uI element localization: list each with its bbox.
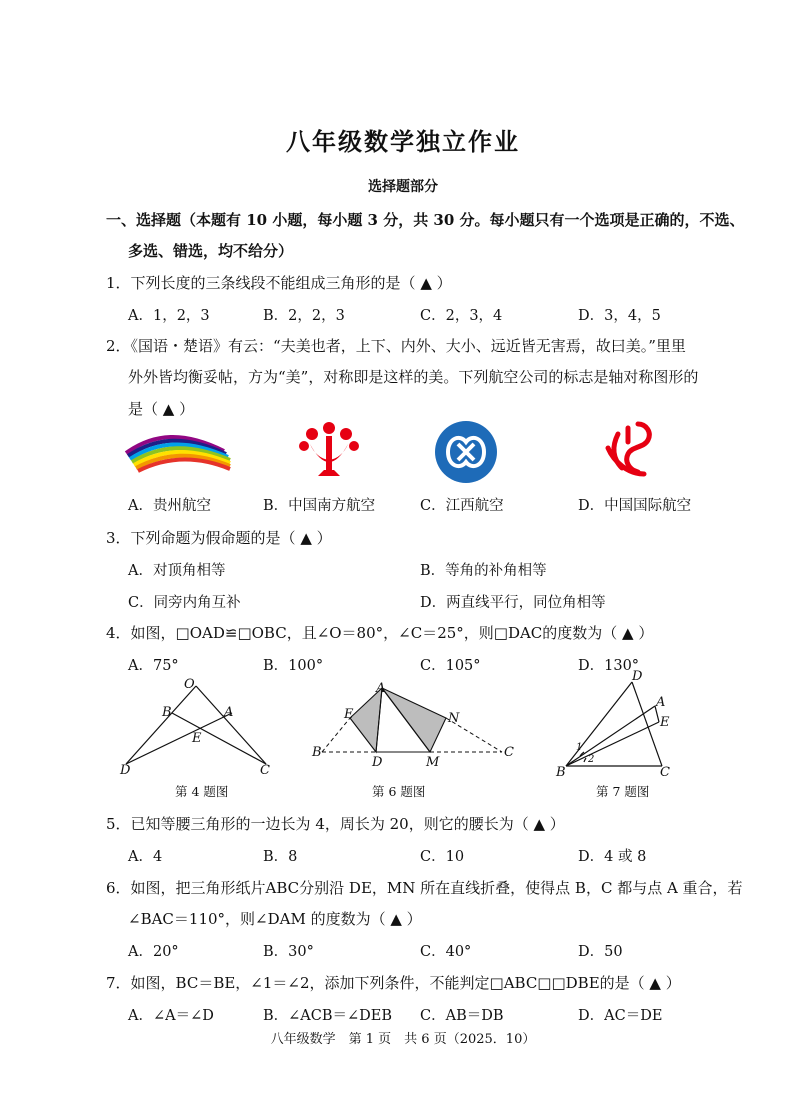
fig6-label-d: D bbox=[372, 755, 383, 770]
page-footer: 八年级数学 第 1 页 共 6 页（2025．10） bbox=[270, 1032, 536, 1047]
jiangxi-air-logo bbox=[434, 420, 498, 484]
question-5-stem: 5．已知等腰三角形的一边长为 4，周长为 20，则它的腰长为（ ▲ ） bbox=[106, 815, 565, 833]
q5-option-c: C．10 bbox=[420, 849, 465, 865]
fig6-label-c: C bbox=[504, 745, 514, 760]
question-3-stem: 3．下列命题为假命题的是（ ▲ ） bbox=[106, 529, 332, 547]
fig4-label-o: O bbox=[184, 677, 195, 692]
fig7-label-c: C bbox=[660, 765, 670, 778]
fig6-label-e: E bbox=[344, 707, 354, 722]
q7-option-a: A．∠A＝∠D bbox=[128, 1008, 214, 1024]
section-heading-line2: 多选、错选，均不给分） bbox=[128, 242, 294, 260]
q4-option-c: C．105° bbox=[420, 658, 481, 674]
figure-6-diagram bbox=[310, 680, 520, 772]
q1-option-d: D．3，4，5 bbox=[578, 308, 661, 324]
q7-option-c: C．AB＝DB bbox=[420, 1008, 504, 1024]
q3-option-c: C．同旁内角互补 bbox=[128, 595, 241, 611]
air-china-logo bbox=[598, 418, 660, 480]
fig4-label-e: E bbox=[192, 731, 202, 746]
q4-option-b: B．100° bbox=[263, 658, 324, 674]
fig4-label-c: C bbox=[260, 763, 270, 778]
q3-option-d: D．两直线平行，同位角相等 bbox=[420, 595, 606, 611]
fig6-label-b: B bbox=[312, 745, 322, 760]
q3-option-a: A．对顶角相等 bbox=[128, 563, 226, 579]
q2-option-c: C．江西航空 bbox=[420, 498, 504, 514]
q1-option-c: C．2，3，4 bbox=[420, 308, 503, 324]
question-2-line1: 2．《国语・楚语》有云：“夫美也者，上下、内外、大小、远近皆无害焉，故曰美。”里里 bbox=[106, 337, 686, 355]
question-1-stem: 1．下列长度的三条线段不能组成三角形的是（ ▲ ） bbox=[106, 274, 452, 292]
q6-option-c: C．40° bbox=[420, 944, 472, 960]
figure-7-caption: 第 7 题图 bbox=[596, 784, 650, 799]
question-4-stem: 4．如图，□OAD≌□OBC，且∠O＝80°，∠C＝25°，则□DAC的度数为（ ▲ ） bbox=[106, 624, 654, 642]
fig4-label-b: B bbox=[162, 705, 172, 720]
q4-option-d: D．130° bbox=[578, 658, 640, 674]
q4-option-a: A．75° bbox=[128, 658, 179, 674]
q3-option-b: B．等角的补角相等 bbox=[420, 563, 547, 579]
fig6-label-n: N bbox=[448, 711, 460, 726]
q7-option-b: B．∠ACB＝∠DEB bbox=[263, 1008, 393, 1024]
q7-option-d: D．AC＝DE bbox=[578, 1008, 663, 1024]
q1-option-a: A．1，2，3 bbox=[128, 308, 210, 324]
figure-4-diagram bbox=[116, 676, 286, 778]
question-6-line2: ∠BAC＝110°，则∠DAM 的度数为（ ▲ ） bbox=[128, 910, 422, 928]
q5-option-b: B．8 bbox=[263, 849, 298, 865]
q2-option-a: A．贵州航空 bbox=[128, 498, 211, 514]
fig7-label-e: E bbox=[660, 715, 670, 730]
q2-option-d: D．中国国际航空 bbox=[578, 498, 692, 514]
fig7-label-b: B bbox=[556, 765, 566, 778]
q2-option-b: B．中国南方航空 bbox=[263, 498, 376, 514]
q6-option-b: B．30° bbox=[263, 944, 314, 960]
question-2-line3: 是（ ▲ ） bbox=[128, 400, 195, 418]
section-heading-line1: 一、选择题（本题有 10 小题，每小题 3 分，共 30 分。每小题只有一个选项是正确的，不选、 bbox=[106, 211, 745, 229]
fig4-label-d: D bbox=[120, 763, 131, 778]
q5-option-d: D．4 或 8 bbox=[578, 849, 647, 865]
fig7-label-a: A bbox=[656, 695, 666, 710]
section-subtitle: 选择题部分 bbox=[368, 179, 438, 195]
fig6-label-a: A bbox=[376, 681, 386, 696]
fig7-label-d: D bbox=[632, 670, 643, 684]
figure-4-caption: 第 4 题图 bbox=[175, 784, 229, 799]
q5-option-a: A．4 bbox=[128, 849, 163, 865]
china-southern-airlines-logo bbox=[298, 420, 360, 480]
q6-option-a: A．20° bbox=[128, 944, 179, 960]
fig7-label-angle-1: 1 bbox=[576, 742, 583, 753]
q6-option-d: D．50 bbox=[578, 944, 623, 960]
question-7-stem: 7．如图，BC＝BE，∠1＝∠2，添加下列条件，不能判定□ABC□□DBE的是（ ▲ ） bbox=[106, 974, 681, 992]
question-2-line2: 外外皆均衡妥帖，方为“美”，对称即是这样的美。下列航空公司的标志是轴对称图形的 bbox=[128, 368, 699, 386]
figure-6-caption: 第 6 题图 bbox=[372, 784, 426, 799]
fig7-label-angle-2: 2 bbox=[588, 754, 595, 765]
fig4-label-a: A bbox=[224, 705, 234, 720]
guizhou-airlines-logo bbox=[124, 423, 234, 478]
page-title: 八年级数学独立作业 bbox=[286, 127, 520, 156]
fig6-label-m: M bbox=[426, 755, 440, 770]
question-6-line1: 6．如图，把三角形纸片ABC分别沿 DE，MN 所在直线折叠，使得点 B，C 都与点 A 重合，若 bbox=[106, 879, 743, 897]
q1-option-b: B．2，2，3 bbox=[263, 308, 345, 324]
figure-7-diagram bbox=[552, 670, 682, 778]
